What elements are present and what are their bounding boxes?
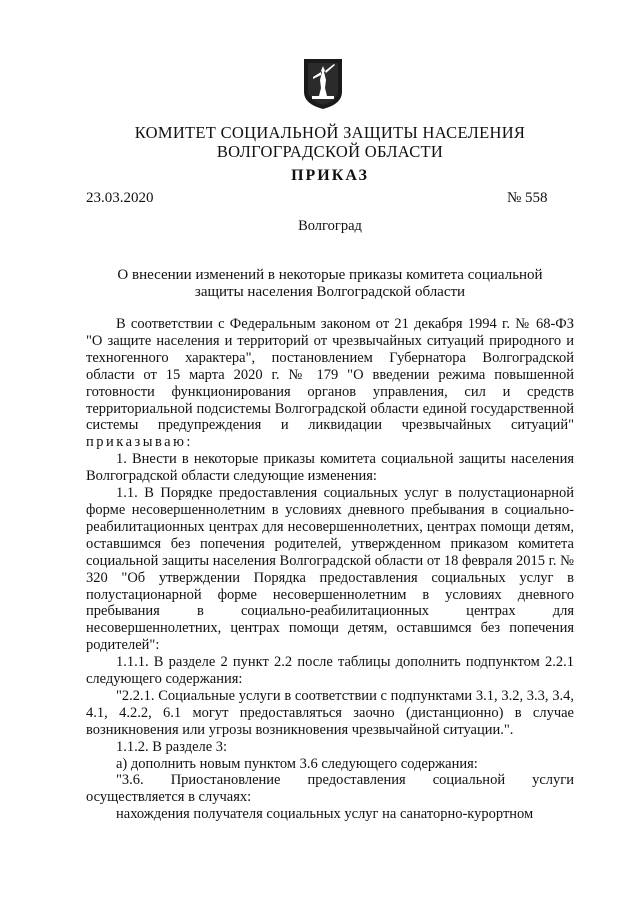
subject-line1: О внесении изменений в некоторые приказы комитета социальной [117,267,543,283]
coat-of-arms-icon [303,58,343,110]
document-number: № 558 [507,190,548,206]
document-date: 23.03.2020 [86,190,154,206]
preamble-paragraph [86,316,574,451]
paragraph-3-6: "3.6. Приостановление предоставления социальной услуги осуществляется в случаях: [86,772,574,806]
paragraph-a: а) дополнить новым пунктом 3.6 следующего содержания: [116,755,478,772]
document-city: Волгоград [298,218,362,234]
organization-name-line2: ВОЛГОГРАДСКОЙ ОБЛАСТИ [216,142,444,161]
paragraph-continuation: нахождения получателя социальных услуг на санаторно-курортном [116,806,534,823]
paragraph-1-1-1: 1.1.1. В разделе 2 пункт 2.2 после таблицы дополнить подпунктом 2.2.1 следующего содержания: [86,654,574,688]
subject-line2: защиты населения Волгоградской области [194,284,466,300]
paragraph-1: 1. Внести в некоторые приказы комитета социальной защиты населения Волгоградской области следующие изменения: [86,451,574,485]
paragraph-1-1-2: 1.1.2. В разделе 3: [116,738,228,755]
order-word: приказываю: [86,434,193,451]
document-type-title: ПРИКАЗ [291,167,369,184]
paragraph-2-2-1: "2.2.1. Социальные услуги в соответствии с подпунктами 3.1, 3.2, 3.3, 3.4, 4.1, 4.2.2, 6.1 могут предоставляться заочно (дистанционно) в случае возникновения или угрозы возникновения чрезвычайной ситуации.". [86,687,574,738]
preamble-text: В соответствии с Федеральным законом от 21 декабря 1994 г. № 68-ФЗ "О защите населения и территорий от чрезвычайных ситуаций природного и техногенного характера", постановлением Губернатора Волгоградской области от 15 марта 2020 г. № 179 "О введении режима повышенной готовности функционирования органов управления, сил и средств территориальной подсистемы Волгоградской области единой государственной системы предупреждения и ликвидации чрезвычайных ситуаций" [86,316,574,434]
document-subject [110,267,550,301]
document-body [86,316,574,823]
paragraph-1-1: 1.1. В Порядке предоставления социальных услуг в полустационарной форме несовершеннолетним в условиях дневного пребывания в социально-реабилитационных центрах для несовершеннолетних, центрах помощи детям, оставшимся без попечения родителей, утвержденном приказом комитета социальной защиты населения Волгоградской области от 18 февраля 2015 г. № 320 "Об утверждении Порядка предоставления социальных услуг в полустационарной форме несовершеннолетним в условиях дневного пребывания в социально-реабилитационных центрах для несовершеннолетних, центрах помощи детям, оставшимся без попечения родителей": [86,485,575,654]
organization-name-line1: КОМИТЕТ СОЦИАЛЬНОЙ ЗАЩИТЫ НАСЕЛЕНИЯ [134,123,526,142]
